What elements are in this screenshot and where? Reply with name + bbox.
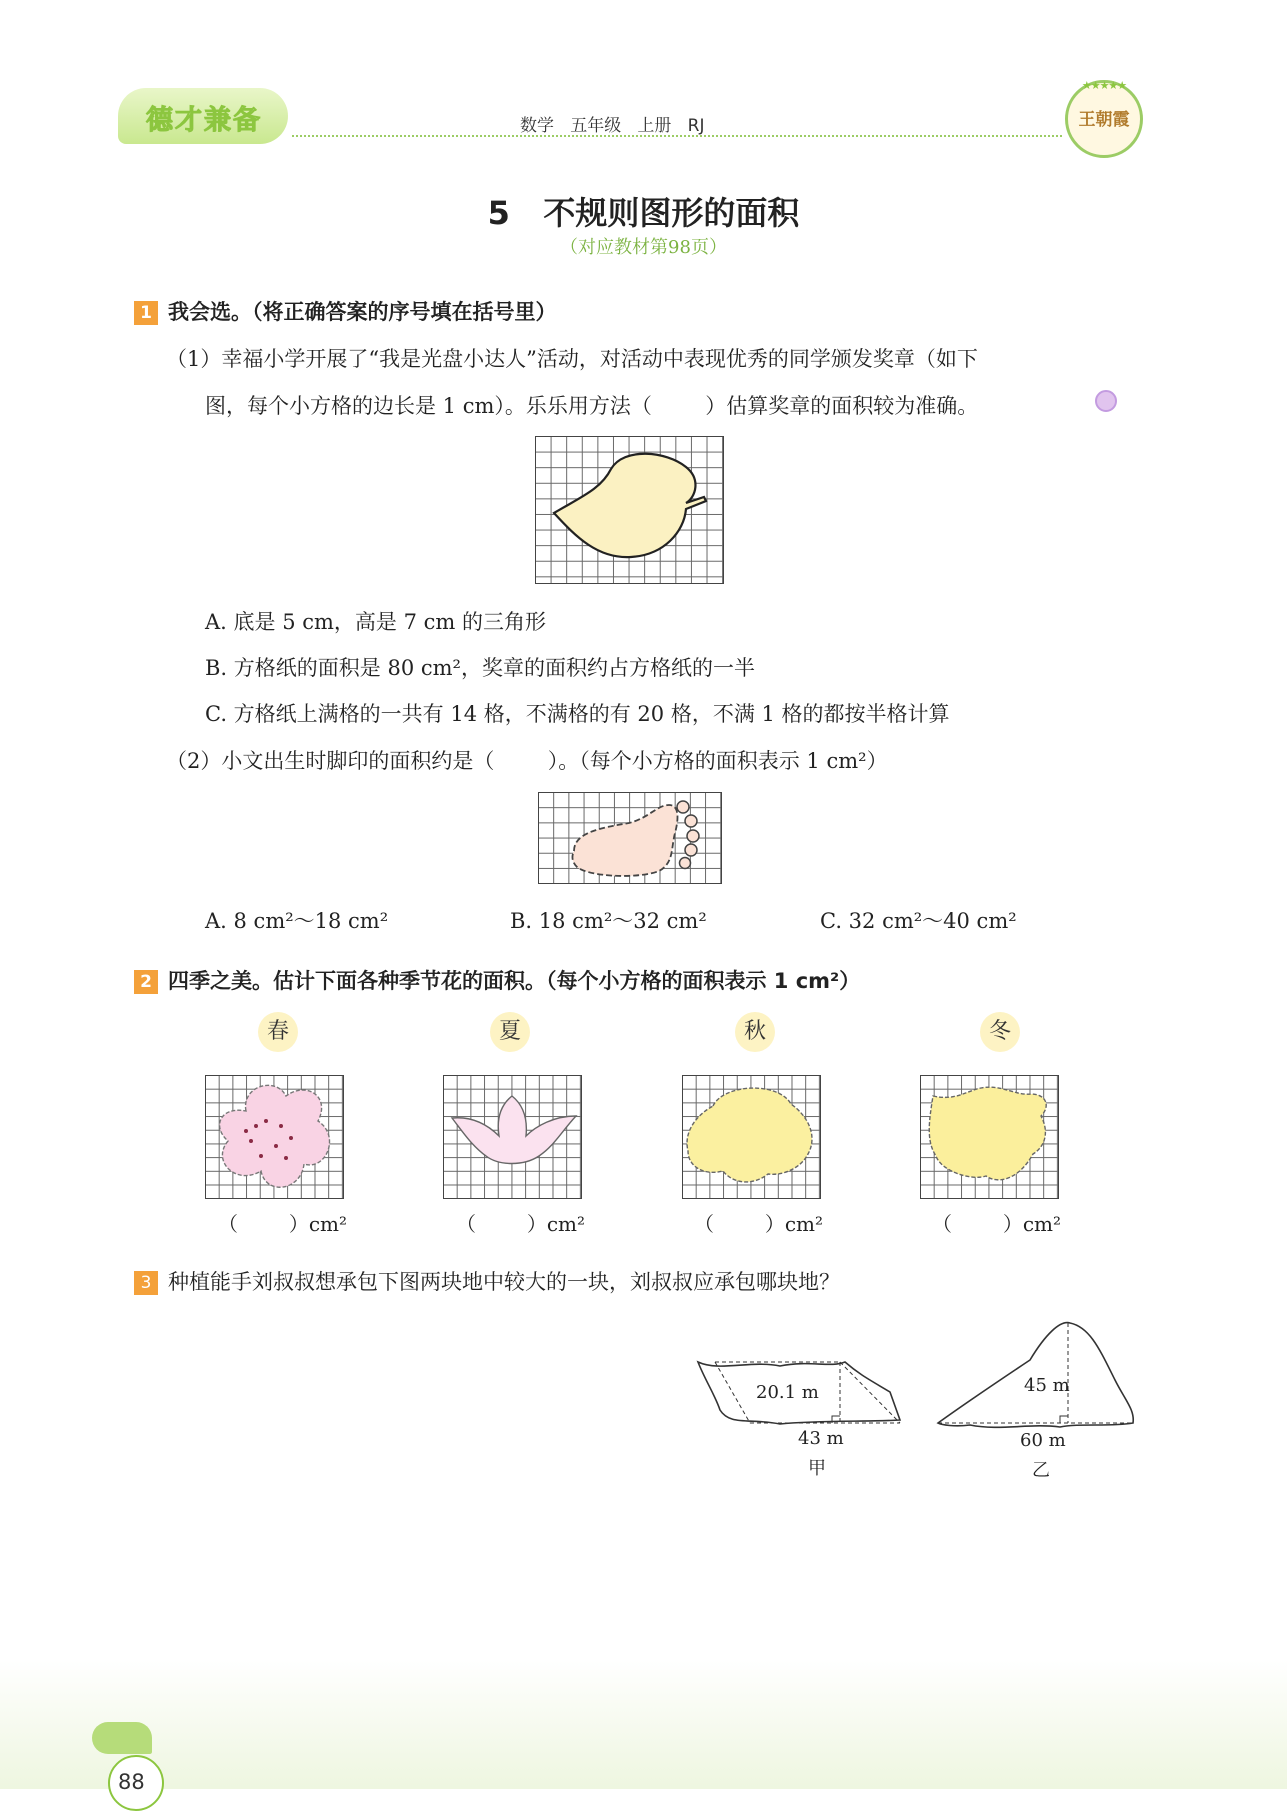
badge-stars: ★★★★★ <box>1081 79 1127 92</box>
season-spring: 春 <box>258 1012 298 1052</box>
dolphin-icon <box>92 1722 152 1754</box>
plot-jia-name: 甲 <box>808 1458 826 1479</box>
q1-number: 1 <box>134 301 158 325</box>
q1-option-c: C. 方格纸上满格的一共有 14 格，不满格的有 20 格，不满 1 格的都按半格计算 <box>205 702 950 726</box>
plot-yi-height: 45 m <box>1024 1375 1070 1396</box>
plot-jia-base: 43 m <box>798 1428 844 1449</box>
plot-jia-diagram <box>690 1340 910 1480</box>
answer-blank-autumn[interactable]: （ ）cm² <box>694 1212 824 1236</box>
q1-p2: （2）小文出生时脚印的面积约是（ ）。（每个小方格的面积表示 1 cm²） <box>166 749 888 773</box>
answer-blank-winter[interactable]: （ ）cm² <box>932 1212 1062 1236</box>
q1-p2-option-c: C. 32 cm²～40 cm² <box>820 909 1017 933</box>
footer-band <box>0 1660 1287 1789</box>
flower-grid-autumn <box>682 1075 821 1199</box>
q2-number: 2 <box>134 970 158 994</box>
wintersweet-shape <box>921 1076 1058 1198</box>
q1-option-a: A. 底是 5 cm，高是 7 cm 的三角形 <box>205 610 546 634</box>
answer-blank-spring[interactable]: （ ）cm² <box>218 1212 348 1236</box>
page-subtitle: （对应教材第98页） <box>560 237 727 258</box>
season-summer: 夏 <box>490 1012 530 1052</box>
plum-blossom-shape <box>206 1076 343 1198</box>
page-title: 5 不规则图形的面积 <box>487 194 800 232</box>
footprint-grid <box>538 792 722 884</box>
q3-header <box>134 1266 840 1296</box>
q2-prompt: 四季之美。估计下面各种季节花的面积。（每个小方格的面积表示 1 cm²） <box>168 969 861 993</box>
header-badge <box>1065 80 1143 158</box>
q3-number: 3 <box>134 1271 158 1295</box>
q1-p2-option-b: B. 18 cm²～32 cm² <box>510 909 707 933</box>
medal-grid <box>535 436 724 584</box>
header-logo <box>118 88 288 144</box>
plot-yi-name: 乙 <box>1032 1460 1050 1481</box>
q3-prompt: 种植能手刘叔叔想承包下图两块地中较大的一块，刘叔叔应承包哪块地？ <box>168 1270 840 1294</box>
flower-grid-winter <box>920 1075 1059 1199</box>
plot-yi-base: 60 m <box>1020 1430 1066 1451</box>
header-subject: 数学 五年级 上册 RJ <box>520 116 705 136</box>
q1-p2-option-a: A. 8 cm²～18 cm² <box>205 909 389 933</box>
medal-leaf-shape <box>536 437 723 583</box>
badge-name: 王朝霞 <box>1078 110 1130 130</box>
flower-grid-summer <box>443 1075 582 1199</box>
header-logo-text: 德才兼备 <box>146 105 262 136</box>
q1-header <box>134 296 557 326</box>
season-autumn: 秋 <box>735 1012 775 1052</box>
page-number: 88 <box>118 1770 145 1794</box>
q1-prompt: 我会选。（将正确答案的序号填在括号里） <box>168 300 557 324</box>
q1-option-b: B. 方格纸的面积是 80 cm²，奖章的面积约占方格纸的一半 <box>205 656 755 680</box>
hint-icon <box>1095 390 1117 412</box>
answer-blank-summer[interactable]: （ ）cm² <box>456 1212 586 1236</box>
q1-p1-line2: 图，每个小方格的边长是 1 cm）。乐乐用方法（ ）估算奖章的面积较为准确。 <box>205 394 979 418</box>
footprint-shape <box>539 793 721 883</box>
q1-p1-line1: （1）幸福小学开展了“我是光盘小达人”活动，对活动中表现优秀的同学颁发奖章（如下 <box>166 347 978 371</box>
q2-header <box>134 965 860 995</box>
lotus-shape <box>444 1076 581 1198</box>
season-winter: 冬 <box>980 1012 1020 1052</box>
chrysanthemum-shape <box>683 1076 820 1198</box>
plot-jia-height: 20.1 m <box>756 1382 819 1403</box>
flower-grid-spring <box>205 1075 344 1199</box>
